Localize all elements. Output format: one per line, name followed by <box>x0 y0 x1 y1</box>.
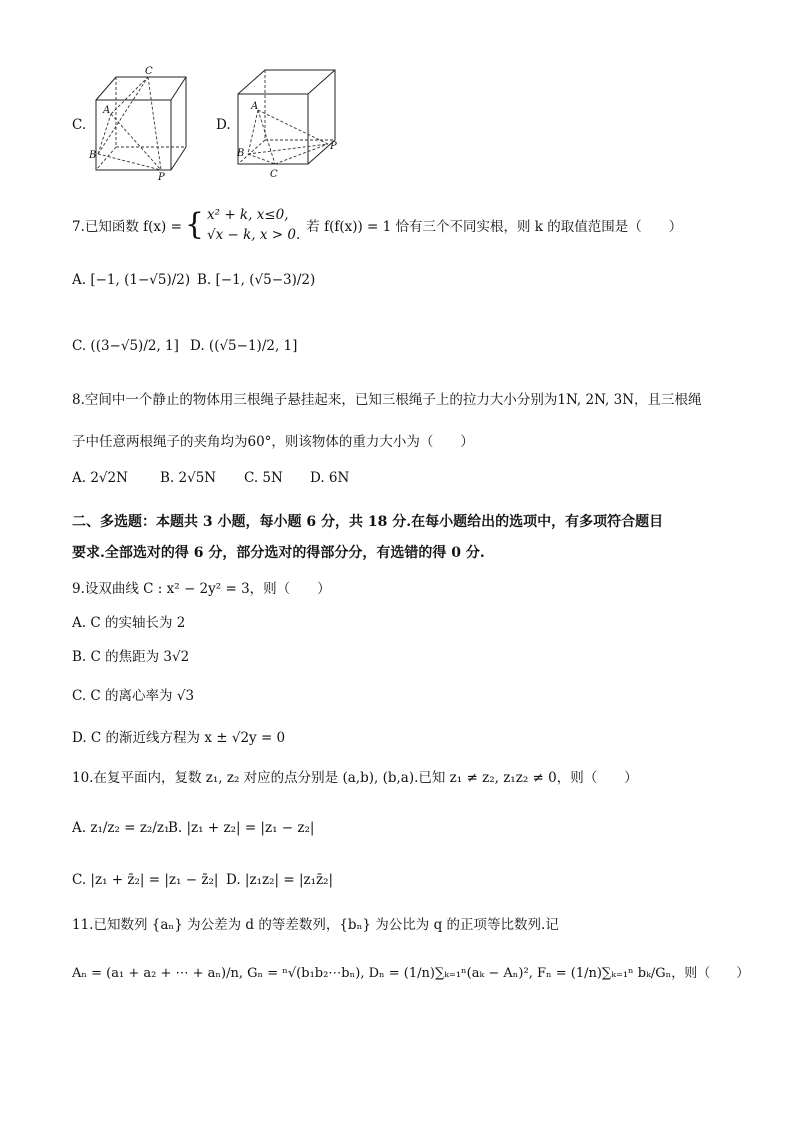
q8-option-b: B. 2√5N <box>160 470 217 486</box>
q7-option-a: A. [−1, (1−√5)/2) <box>72 272 191 288</box>
q10-stem: 10.在复平面内，复数 z₁, z₂ 对应的点分别是 (a,b), (b,a).已知 z₁ ≠ z₂, z₁z₂ ≠ 0，则（ ） <box>72 770 638 786</box>
q7-piece-1: x² + k, x≤0, <box>207 207 289 223</box>
figure-c-label-a: A <box>103 105 111 116</box>
q8-stem-line-1: 8.空间中一个静止的物体用三根绳子悬挂起来，已知三根绳子上的拉力大小分别为1N, 2N, 3N，且三根绳 <box>72 392 702 408</box>
q7-piece-2: √x − k, x > 0. <box>207 227 301 243</box>
q9-stem: 9.设双曲线 C : x² − 2y² = 3，则（ ） <box>72 581 331 597</box>
q9-option-c: C. C 的离心率为 √3 <box>72 688 195 704</box>
q10-option-d: D. |z₁z₂| = |z₁z̄₂| <box>226 872 334 888</box>
q9-option-a: A. C 的实轴长为 2 <box>72 615 186 631</box>
q10-option-a: A. z₁/z₂ = z₂/z₁ <box>72 820 170 836</box>
q7-stem <box>72 205 682 245</box>
q7-stem-post: 若 f(f(x)) = 1 恰有三个不同实根，则 k 的取值范围是（ ） <box>306 219 683 235</box>
figure-c-label-p: P <box>158 172 165 182</box>
q7-stem-pre: 7.已知函数 f(x) = <box>72 219 182 235</box>
figure-d-label-c: C <box>270 169 278 180</box>
figure-c-cube-diagram <box>86 62 196 182</box>
q8-stem-line-2: 子中任意两根绳子的夹角均为60°，则该物体的重力大小为（ ） <box>72 434 474 450</box>
figure-d-option-label: D. <box>216 117 231 133</box>
q7-option-c: C. ((3−√5)/2, 1] <box>72 338 179 354</box>
q10-option-b: B. |z₁ + z₂| = |z₁ − z₂| <box>168 820 315 836</box>
q9-option-d: D. C 的渐近线方程为 x ± √2y = 0 <box>72 730 286 746</box>
section-2-header-line-1: 二、多选题：本题共 3 小题，每小题 6 分，共 18 分.在每小题给出的选项中，有多项符合题目 <box>72 514 664 530</box>
q7-option-b: B. [−1, (√5−3)/2) <box>197 272 316 288</box>
q8-option-c: C. 5N <box>244 470 283 486</box>
q7-piecewise-brace: { <box>184 207 205 242</box>
q8-option-d: D. 6N <box>310 470 350 486</box>
q10-option-c: C. |z₁ + z̄₂| = |z₁ − z̄₂| <box>72 872 219 888</box>
q11-formula: Aₙ = (a₁ + a₂ + ⋯ + aₙ)/n, Gₙ = ⁿ√(b₁b₂⋯bₙ), Dₙ = (1/n)∑ₖ₌₁ⁿ(aₖ − Aₙ)², Fₙ = (1/n)∑ₖ₌₁ⁿ bₖ/Gₙ，则（ ） <box>72 966 750 981</box>
q7-option-d: D. ((√5−1)/2, 1] <box>190 338 298 354</box>
q7-piecewise-cases <box>207 205 300 245</box>
figure-d-cube-diagram <box>230 62 350 182</box>
section-2-header-line-2: 要求.全部选对的得 6 分，部分选对的得部分分，有选错的得 0 分. <box>72 545 485 561</box>
q8-option-a: A. 2√2N <box>72 470 128 486</box>
figure-d-label-b: B <box>237 148 245 159</box>
q9-option-b: B. C 的焦距为 3√2 <box>72 649 190 665</box>
figure-d-label-p: P <box>330 141 337 152</box>
figure-c-option-label: C. <box>72 117 87 133</box>
figure-c-label-c: C <box>145 66 153 77</box>
figure-c-label-b: B <box>89 150 97 161</box>
q11-stem: 11.已知数列 {aₙ} 为公差为 d 的等差数列，{bₙ} 为公比为 q 的正项等比数列.记 <box>72 917 559 933</box>
figure-d-label-a: A <box>251 101 259 112</box>
